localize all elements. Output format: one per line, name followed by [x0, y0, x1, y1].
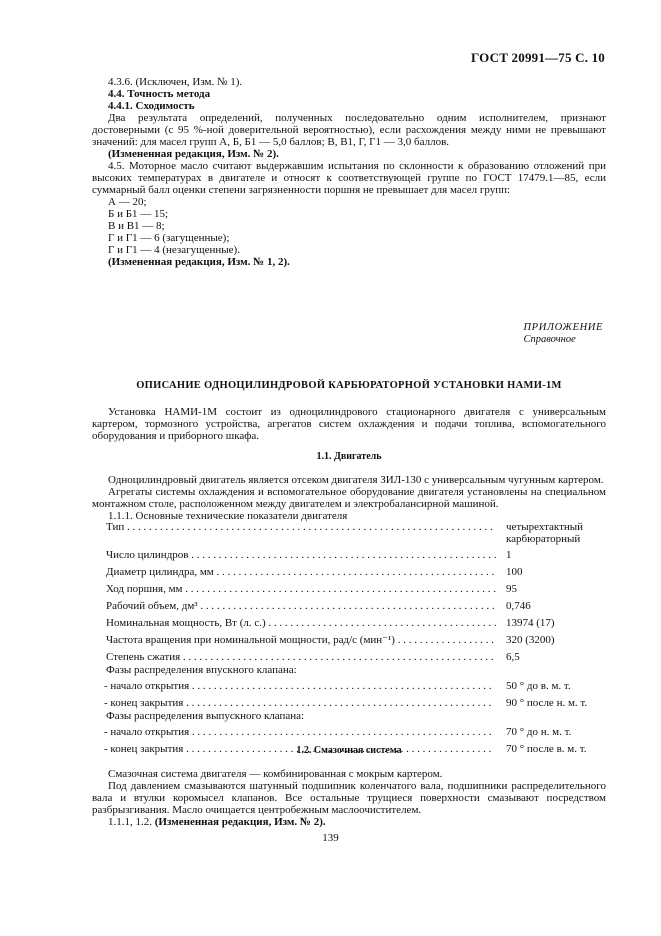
- spec-row: [92, 599, 606, 613]
- spec-label: Тип . . .: [106, 520, 496, 534]
- intro-block: [92, 406, 606, 442]
- page-number: 139: [322, 832, 339, 844]
- section-4-block: [92, 76, 606, 268]
- clause-4-3-6-text: 4.3.6. (Исключен, Изм. № 1).: [108, 76, 243, 88]
- edition-note-2: (Измененная редакция, Изм. № 1, 2).: [108, 256, 290, 268]
- section-1-1-heading: 1.1. Двигатель: [316, 451, 382, 462]
- spec-row: [92, 650, 606, 664]
- edition-note-1: (Измененная редакция, Изм. № 2).: [108, 148, 279, 160]
- spec-label: - конец закрытия . . .: [104, 742, 494, 756]
- clause-4-5-paragraph: 4.5. Моторное масло считают выдержавшим испытания по склонности к образованию отложений при высоких температурах в двигателе и относят к соответствующей группе по ГОСТ 17479.1—85, если суммарный балл оценки степени загрязненности поршня не превышает для масел групп:: [92, 160, 606, 196]
- spec-subheading: [92, 710, 606, 722]
- spec-value: 70 ° до н. м. т.: [506, 726, 572, 738]
- spec-value-line-1: четырехтактный: [506, 521, 584, 533]
- spec-label: Степень сжатия . . .: [106, 650, 496, 664]
- spec-row: [92, 548, 606, 562]
- lube-paragraph-1: Смазочная система двигателя — комбинированная с мокрым картером.: [108, 768, 443, 780]
- spec-value: 320 (3200): [506, 634, 555, 646]
- standard-header: ГОСТ 20991—75 С. 10: [471, 50, 605, 65]
- spec-label: Ход поршня, мм . . .: [106, 582, 496, 596]
- spec-label: Фазы распределения впускного клапана:: [106, 664, 297, 676]
- appendix-subtitle: Справочное: [523, 334, 576, 345]
- spec-label: Диаметр цилиндра, мм . . .: [106, 565, 496, 579]
- appendix-heading: ОПИСАНИЕ ОДНОЦИЛИНДРОВОЙ КАРБЮРАТОРНОЙ УСТАНОВКИ НАМИ-1М: [136, 380, 562, 391]
- group-a: А — 20;: [108, 196, 147, 208]
- convergence-paragraph: Два результата определений, полученных последовательно одним исполнителем, признают достоверными (с 95 %-ной доверительной вероятностью), если расхождения между ними не превышают значений: для масел групп А, Б, Б1 — 5,0 баллов; В, В1, Г, Г1 — 3,0 баллов.: [92, 112, 606, 148]
- spec-row: [92, 616, 606, 630]
- group-g-thickened: Г и Г1 — 6 (загущенные);: [108, 232, 230, 244]
- spec-table: [92, 520, 606, 756]
- spec-value: 50 ° до в. м. т.: [506, 680, 571, 692]
- spec-label: - конец закрытия . . .: [104, 696, 494, 710]
- spec-value: [506, 521, 583, 545]
- spec-label: - начало открытия . . .: [104, 725, 494, 739]
- spec-label: Частота вращения при номинальной мощности, рад/с (мин⁻¹) . . .: [106, 633, 496, 647]
- engine-paragraph-3: 1.1.1. Основные технические показатели двигателя: [108, 510, 348, 522]
- lube-paragraph-2: Под давлением смазываются шатунный подшипник коленчатого вала, подшипники распределительного вала и втулки коромысел клапанов. Все остальные трущиеся поверхности смазывают посредством разбрызгивания. Масло очищается центробежным маслоочистителем.: [92, 780, 606, 816]
- spec-label: Фазы распределения выпускного клапана:: [106, 710, 305, 722]
- spec-row: [92, 565, 606, 579]
- intro-paragraph: Установка НАМИ-1М состоит из одноцилиндрового стационарного двигателя с универсальным картером, тормозного устройства, агрегатов систем охлаждения и подачи топлива, вспомогательного оборудования и приборного шкафа.: [92, 406, 606, 442]
- spec-value: 100: [506, 566, 523, 578]
- engine-block: [92, 474, 606, 522]
- engine-paragraph-1: Одноцилиндровый двигатель является отсеком двигателя ЗИЛ-130 с универсальным чугунным картером.: [108, 474, 604, 486]
- spec-row: [92, 725, 606, 739]
- spec-value: 95: [506, 583, 517, 595]
- section-1-2-heading: 1.2. Смазочная система: [296, 745, 402, 756]
- spec-label: Рабочий объем, дм³ . . .: [106, 599, 496, 613]
- spec-value: 90 ° после н. м. т.: [506, 697, 588, 709]
- spec-label: - начало открытия . . .: [104, 679, 494, 693]
- spec-row: [92, 633, 606, 647]
- spec-label: Число цилиндров . . .: [106, 548, 496, 562]
- spec-value: 13974 (17): [506, 617, 555, 629]
- engine-paragraph-2: Агрегаты системы охлаждения и вспомогательное оборудование двигателя установлены на специальном монтажном столе, расположенном между двигателем и электробалансирной машиной.: [92, 486, 606, 510]
- clause-4-3-6: [92, 76, 606, 88]
- spec-row: [92, 679, 606, 693]
- lube-paragraph-3: [92, 816, 606, 828]
- spec-value: 1: [506, 549, 512, 561]
- lube-clause-numbers: 1.1.1, 1.2.: [108, 816, 152, 828]
- heading-accuracy: 4.4. Точность метода: [108, 88, 211, 100]
- spec-row: [92, 520, 606, 548]
- spec-value: 6,5: [506, 651, 520, 663]
- spec-value-line-2: карбюраторный: [506, 533, 581, 545]
- spec-value: 0,746: [506, 600, 531, 612]
- group-b: Б и Б1 — 15;: [108, 208, 169, 220]
- group-g-unthickened: Г и Г1 — 4 (незагущенные).: [108, 244, 240, 256]
- heading-convergence: 4.4.1. Сходимость: [108, 100, 195, 112]
- spec-row: [92, 696, 606, 710]
- appendix-label: [524, 322, 604, 346]
- spec-value: 70 ° после в. м. т.: [506, 743, 587, 755]
- spec-row: [92, 582, 606, 596]
- spec-label: Номинальная мощность, Вт (л. с.) . . .: [106, 616, 496, 630]
- edition-note-3: (Измененная редакция, Изм. № 2).: [154, 816, 326, 828]
- spec-subheading: [92, 664, 606, 676]
- group-v: В и В1 — 8;: [108, 220, 165, 232]
- lubrication-block: [92, 768, 606, 828]
- appendix-title: ПРИЛОЖЕНИЕ: [523, 322, 603, 333]
